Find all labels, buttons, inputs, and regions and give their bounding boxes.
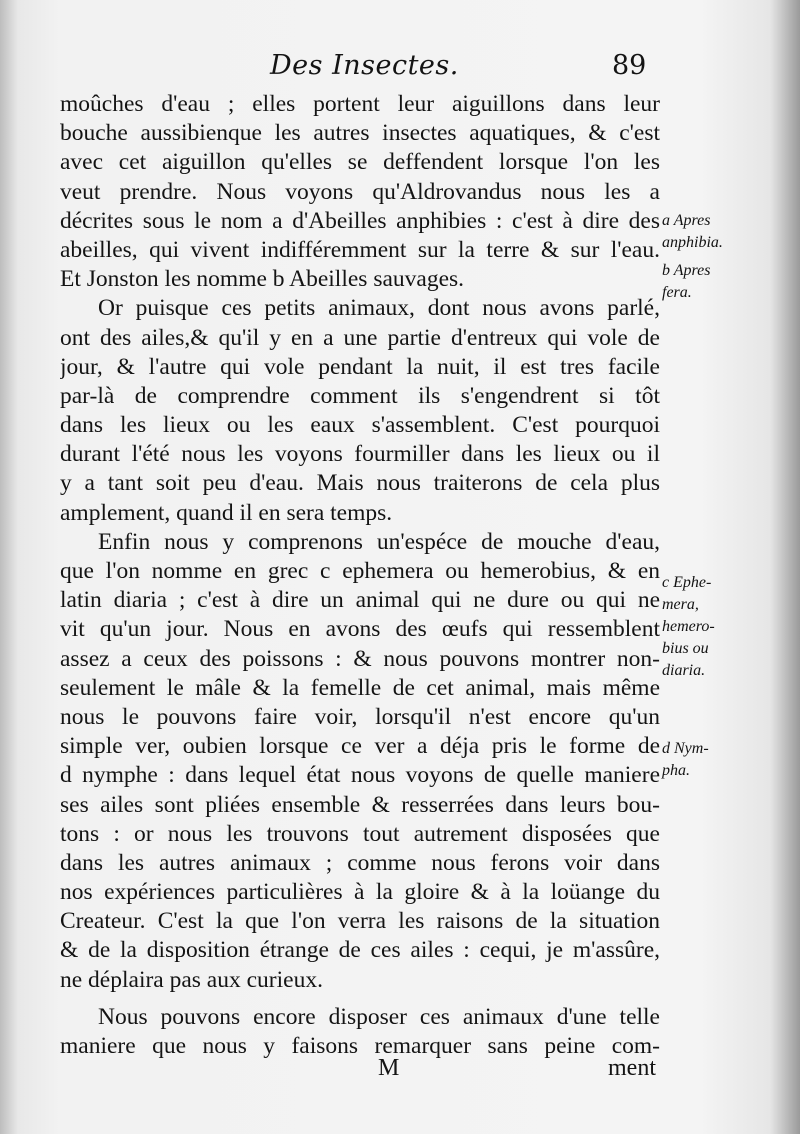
text-line: amplement, quand il en sera temps. — [60, 499, 393, 526]
margin-note-b — [662, 260, 710, 304]
text-line: bouche aussibienque les autres insectes aquatiques, & c'est — [60, 120, 660, 147]
text-line: simple ver, oubien lorsque ce ver a déja pris le forme de — [60, 733, 660, 760]
text-line: nous le pouvons faire voir, lorsqu'il n'est encore qu'un — [60, 703, 660, 730]
margin-note-a — [662, 210, 723, 254]
text-line: abeilles, qui vivent indifféremment sur la terre & sur l'eau. — [60, 236, 660, 263]
margin-note-line: pha. — [662, 762, 690, 779]
margin-note-d — [662, 738, 709, 782]
text-line: par-là de comprendre comment ils s'engendrent si tôt — [60, 382, 660, 409]
text-line: veut prendre. Nous voyons qu'Aldrovandus nous les a — [60, 178, 660, 205]
text-line: jour, & l'autre qui vole pendant la nuit, il est tres facile — [60, 353, 660, 380]
text-line: nos expériences particulières à la gloire & à la loüange du — [60, 879, 660, 906]
text-line: vit qu'un jour. Nous en avons des œufs qui ressemblent — [60, 616, 660, 643]
margin-note-line: fera. — [662, 284, 692, 301]
body-text — [60, 90, 660, 1061]
text-line: dans les autres animaux ; comme nous ferons voir dans — [60, 849, 660, 876]
catchword: ment — [608, 1055, 656, 1081]
text-line: ont des ailes,& qu'il y en a une partie d'entreux qui vole de — [60, 324, 660, 351]
text-line: ses ailes sont pliées ensemble & resserrées dans leurs bou- — [60, 791, 660, 818]
text-line: Et Jonston les nomme b Abeilles sauvages. — [60, 266, 465, 293]
text-line: Createur. C'est la que l'on verra les raisons de la situation — [60, 908, 660, 935]
margin-note-line: diaria. — [662, 662, 706, 679]
margin-note-line: b Apres — [662, 262, 711, 279]
text-line: Enfin nous y comprenons un'espéce de mouche d'eau, — [98, 528, 660, 555]
text-line: maniere que nous y faisons remarquer sans peine com- — [60, 1033, 660, 1059]
text-line: tons : or nous les trouvons tout autrement disposées que — [60, 820, 660, 847]
text-line: Nous pouvons encore disposer ces animaux d'une telle — [98, 1003, 660, 1030]
text-line: ne déplaira pas aux curieux. — [60, 966, 323, 993]
margin-note-line: bius ou — [662, 640, 709, 657]
margin-note-line: hemero- — [662, 618, 715, 635]
text-line: moûches d'eau ; elles portent leur aiguillons dans leur — [60, 91, 660, 117]
signature-mark: M — [378, 1055, 400, 1081]
margin-note-c — [662, 572, 715, 682]
text-line: & de la disposition étrange de ces ailes : cequi, je m'assûre, — [60, 937, 660, 964]
margin-note-line: mera, — [662, 596, 699, 613]
text-line: latin diaria ; c'est à dire un animal qui ne dure ou qui ne — [60, 587, 660, 614]
text-line: Or puisque ces petits animaux, dont nous avons parlé, — [98, 295, 660, 322]
text-line: que l'on nomme en grec c ephemera ou hemerobius, & en — [60, 558, 660, 584]
running-head: Des Insectes. — [270, 50, 459, 81]
page-number: 89 — [612, 50, 647, 81]
text-line: durant l'été nous les voyons fourmiller dans les lieux ou il — [60, 441, 660, 468]
text-line: d nymphe : dans lequel état nous voyons de quelle maniere — [60, 762, 660, 789]
text-line: seulement le mâle & la femelle de cet animal, mais même — [60, 674, 660, 701]
margin-note-line: anphibia. — [662, 234, 723, 251]
text-line: assez a ceux des poissons : & nous pouvons montrer non- — [60, 645, 660, 672]
text-line: dans les lieux ou les eaux s'assemblent. C'est pourquoi — [60, 412, 660, 439]
margin-note-line: a Apres — [662, 212, 711, 229]
text-line: décrites sous le nom a d'Abeilles anphibies : c'est à dire des — [60, 207, 660, 234]
margin-note-line: d Nym- — [662, 740, 709, 757]
text-line: y a tant soit peu d'eau. Mais nous traiterons de cela plus — [60, 470, 660, 497]
margin-note-line: c Ephe- — [662, 574, 712, 591]
text-line: avec cet aiguillon qu'elles se deffendent lorsque l'on les — [60, 149, 660, 176]
